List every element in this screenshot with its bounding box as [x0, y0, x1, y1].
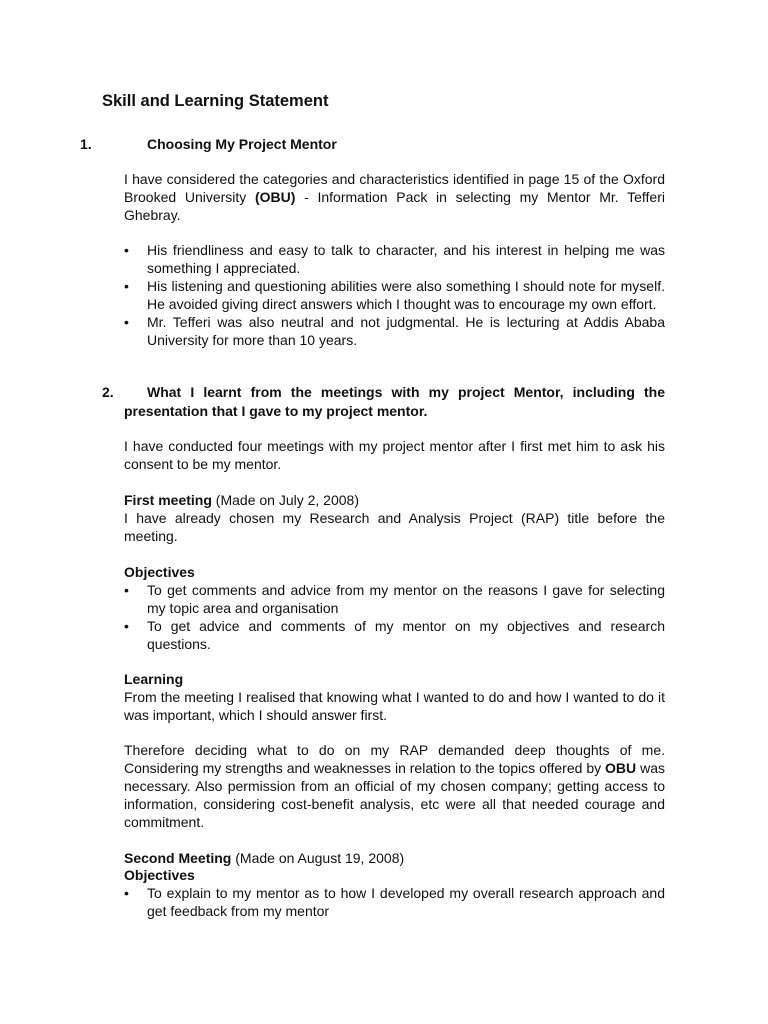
- learning-paragraph-2-text-b: was necessary. Also permission from an official of my chosen company; getting access to information, considering cost-benefit analysis, etc were all that needed courage and commitment.: [124, 760, 665, 830]
- obu-abbreviation: (OBU): [255, 189, 296, 205]
- section-2-heading: What I learnt from the meetings with my project Mentor, including the presentation that I gave to my project mentor.: [124, 384, 665, 419]
- list-item-text: His friendliness and easy to talk to character, and his interest in helping me was something I appreciated.: [147, 242, 665, 276]
- mentor-reasons-list: [124, 241, 665, 349]
- bullet-icon: •: [124, 314, 129, 330]
- second-meeting-heading: [124, 849, 665, 867]
- section-1-heading: Choosing My Project Mentor: [147, 136, 337, 152]
- list-item: [124, 884, 665, 920]
- second-meeting-label: Second Meeting: [124, 850, 232, 866]
- first-meeting-heading: [124, 491, 665, 509]
- section-2-number: 2.: [102, 384, 114, 400]
- first-meeting-date: (Made on July 2, 2008): [211, 492, 359, 508]
- learning-paragraph-2: [124, 741, 665, 831]
- list-item: [124, 581, 665, 617]
- list-item: [124, 313, 665, 349]
- section-1-intro-text-b: - Information Pack in selecting my Mentor Mr. Tefferi Ghebray.: [124, 189, 665, 223]
- document-title: Skill and Learning Statement: [102, 92, 329, 110]
- second-meeting-objectives-label: Objectives: [124, 867, 195, 883]
- obu-abbreviation: OBU: [605, 760, 637, 776]
- first-meeting-objectives-list: [124, 581, 665, 653]
- second-meeting-objectives-list: [124, 884, 665, 920]
- learning-paragraph-1: From the meeting I realised that knowing what I wanted to do and how I wanted to do it was important, which I should answer first.: [124, 689, 665, 723]
- list-item-text: To get advice and comments of my mentor on my objectives and research questions.: [147, 618, 665, 652]
- bullet-icon: •: [124, 618, 129, 634]
- learning-paragraph-2-text-a: Therefore deciding what to do on my RAP demanded deep thoughts of me. Considering my strengths and weaknesses in relation to the topics offered by: [124, 742, 665, 776]
- list-item-text: To get comments and advice from my mentor on the reasons I gave for selecting my topic area and organisation: [147, 582, 665, 616]
- bullet-icon: •: [124, 278, 129, 294]
- first-meeting-text: I have already chosen my Research and Analysis Project (RAP) title before the meeting.: [124, 510, 665, 544]
- list-item-text: His listening and questioning abilities were also something I should note for myself. He avoided giving direct answers which I thought was to encourage my own effort.: [147, 278, 665, 312]
- section-2-intro: I have conducted four meetings with my project mentor after I first met him to ask his consent to be my mentor.: [124, 438, 665, 472]
- list-item-text: Mr. Tefferi was also neutral and not judgmental. He is lecturing at Addis Ababa University for more than 10 years.: [147, 314, 665, 348]
- second-meeting-date: (Made on August 19, 2008): [231, 850, 405, 866]
- list-item: [124, 241, 665, 277]
- first-meeting-objectives-label: Objectives: [124, 564, 195, 580]
- section-1-number: 1.: [80, 136, 92, 152]
- list-item: [124, 617, 665, 653]
- learning-label: Learning: [124, 671, 184, 687]
- first-meeting-label: First meeting: [124, 492, 212, 508]
- section-1-intro-text-a: I have considered the categories and characteristics identified in page 15 of the Oxford Brooked University: [124, 171, 665, 205]
- list-item-text: To explain to my mentor as to how I developed my overall research approach and get feedback from my mentor: [147, 885, 665, 919]
- section-1-intro: [124, 170, 665, 224]
- bullet-icon: •: [124, 582, 129, 598]
- bullet-icon: •: [124, 885, 129, 901]
- bullet-icon: •: [124, 242, 129, 258]
- list-item: [124, 277, 665, 313]
